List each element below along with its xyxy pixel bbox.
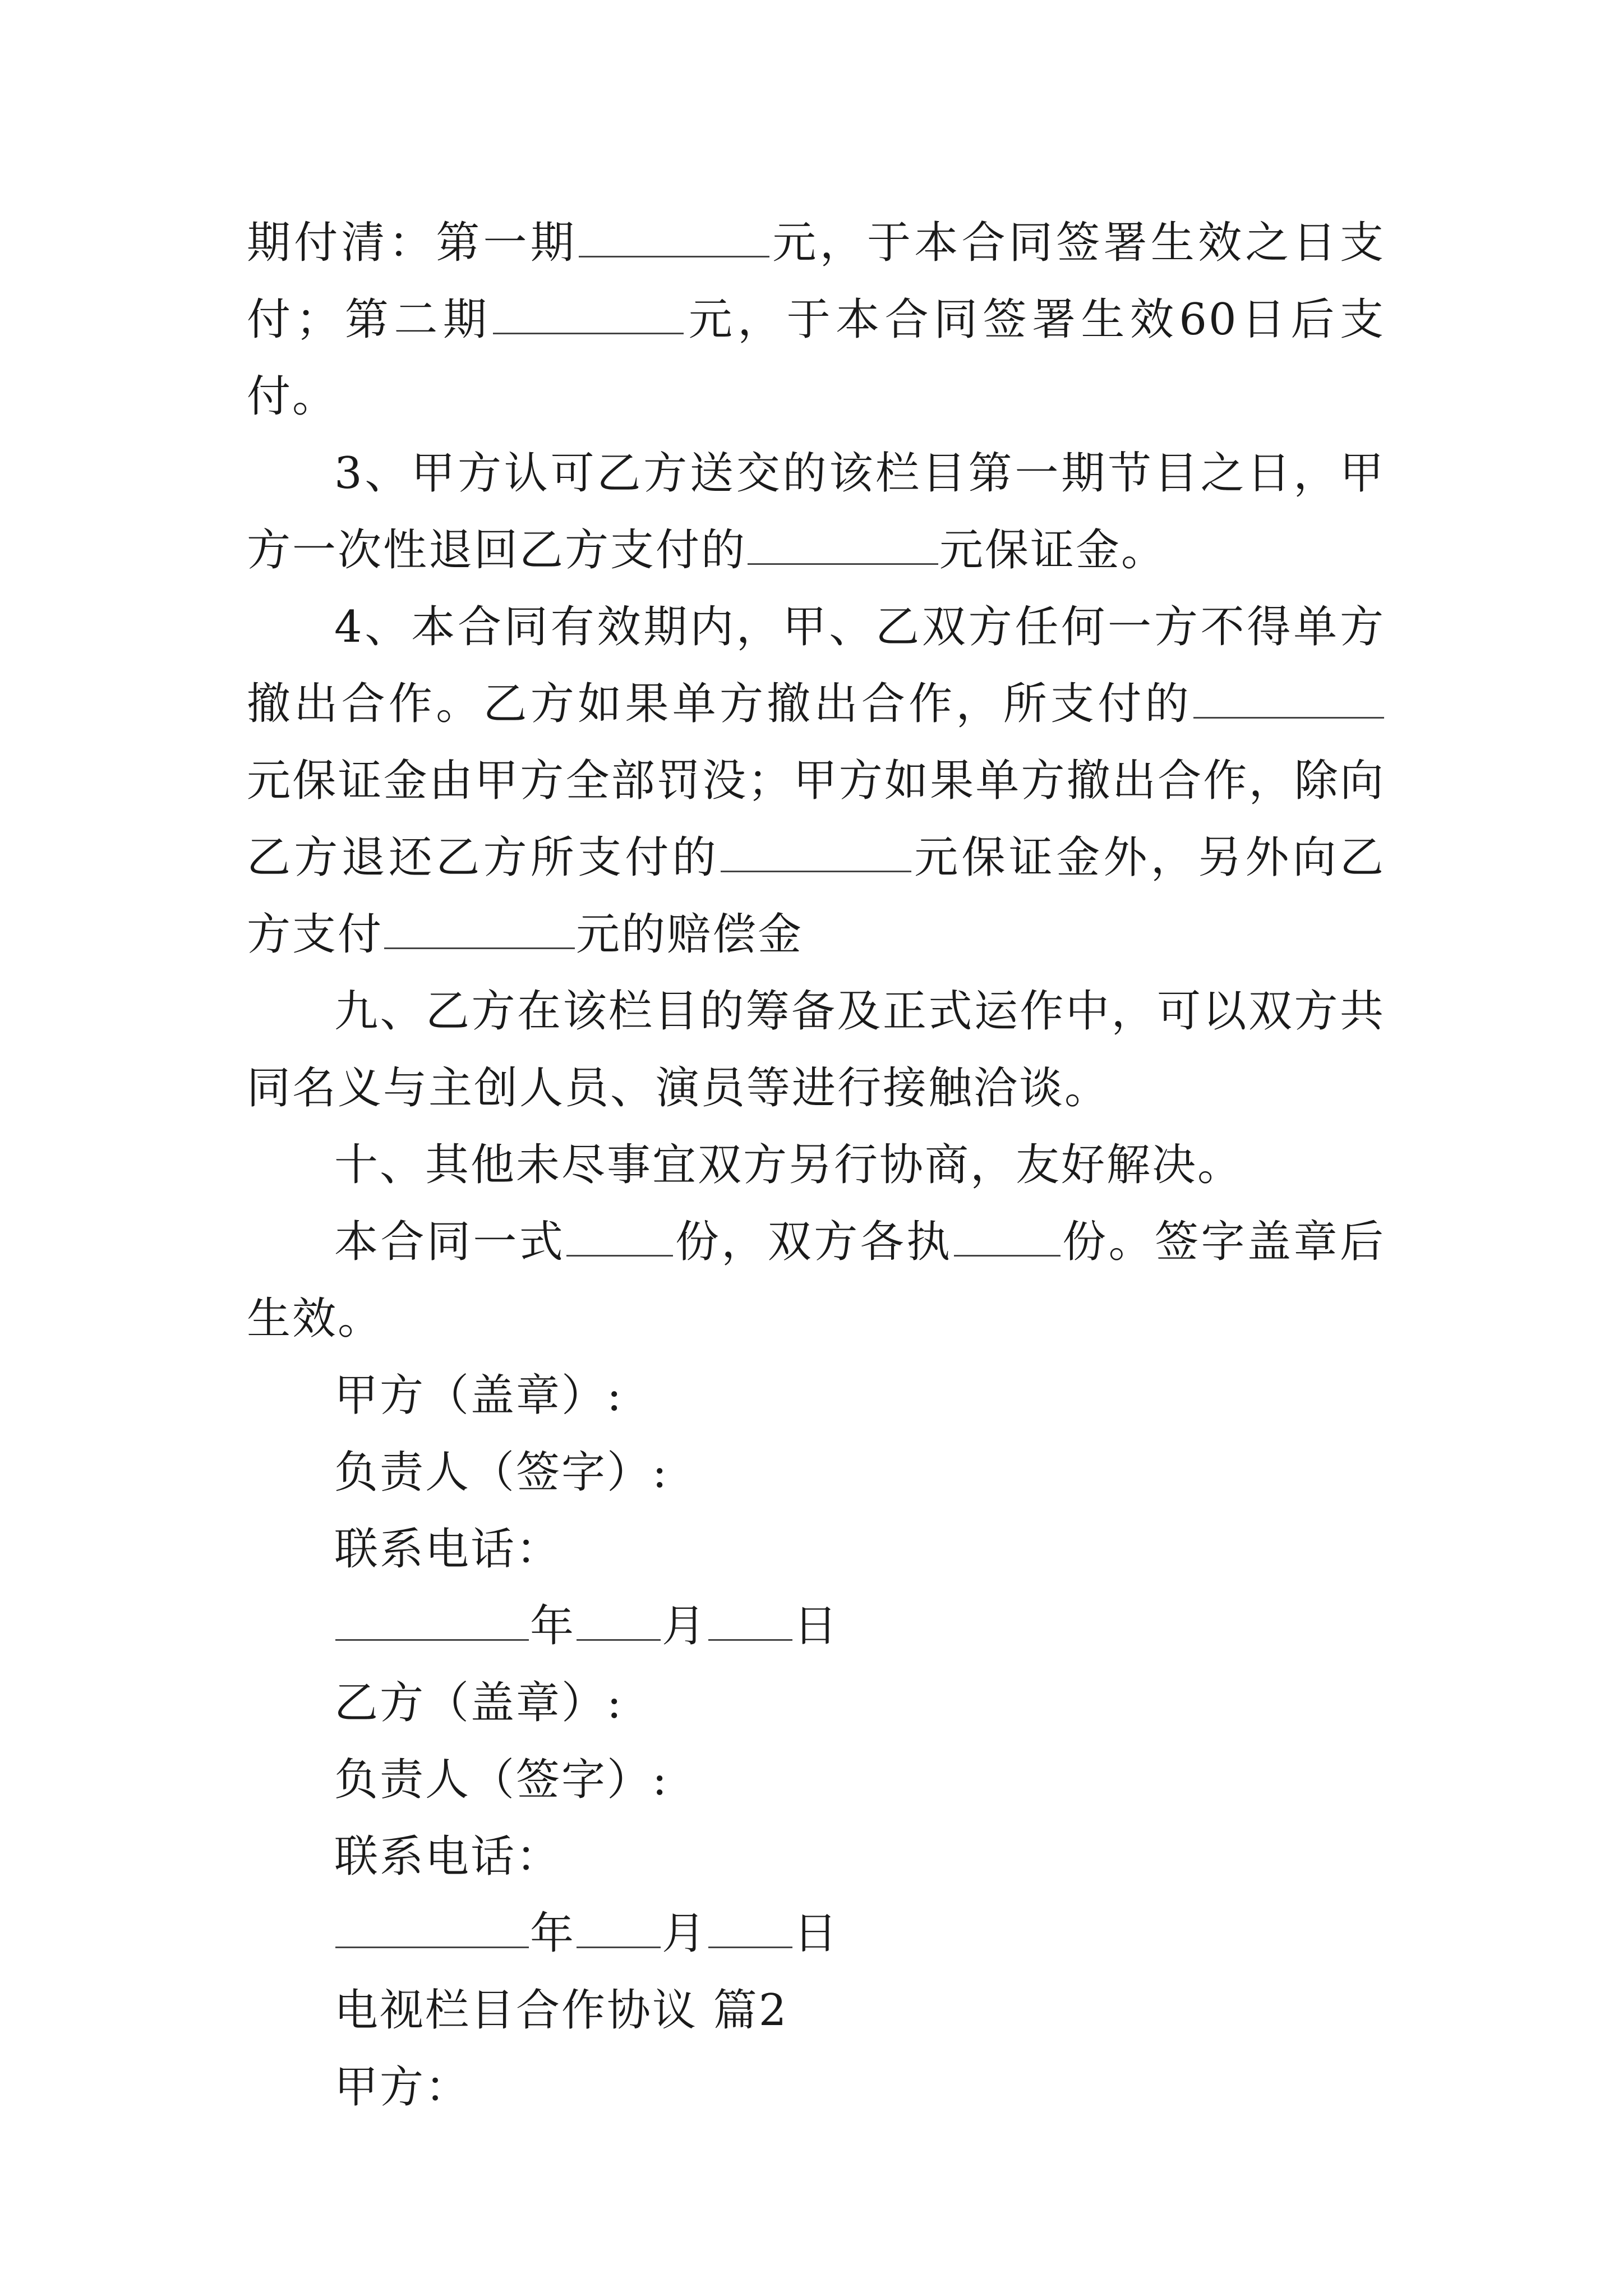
text-segment: 4、本合同有效期内，甲、乙双方任何一方不得单方撤出合作。乙方如果单方撤出合作，所支付的 [247, 602, 1385, 729]
next-agreement-title: 电视栏目合作协议 篇2 [334, 1985, 789, 2036]
blank-line [579, 219, 769, 257]
blank-line [577, 1910, 661, 1948]
next-party-a-label: 甲方： [334, 2062, 471, 2113]
party-b-date-line [247, 1895, 1385, 1972]
clause-9-paragraph: 九、乙方在该栏目的筹备及正式运作中，可以双方共同名义与主创人员、演员等进行接触洽谈。 [247, 986, 1385, 1114]
text-segment: 份。签字盖章后生效。 [247, 1217, 1385, 1344]
text-segment: 元，于本合同签署生效60日后支付。 [247, 295, 1385, 422]
party-a-phone-label: 联系电话： [334, 1524, 562, 1575]
copies-paragraph [247, 1204, 1385, 1358]
text-segment: 元保证金外，另外向乙方支付 [247, 832, 1385, 960]
text-segment: 元的赔偿金 [576, 909, 804, 960]
party-a-seal-label: 甲方（盖章）: [334, 1370, 624, 1421]
blank-line [748, 526, 938, 565]
blank-line [577, 1602, 661, 1641]
blank-line [493, 296, 684, 334]
party-a-date-line [247, 1588, 1385, 1665]
text-segment: 元保证金由甲方全部罚没；甲方如果单方撤出合作，除向乙方退还乙方所支付的 [247, 756, 1385, 883]
blank-line [1193, 680, 1384, 719]
blank-line [335, 1602, 529, 1641]
text-segment: 份，双方各执 [674, 1217, 953, 1267]
text-segment: 元，于本合同签署生效之日支付；第二期 [247, 218, 1385, 345]
blank-line [384, 910, 575, 949]
day-label: 日 [794, 1908, 840, 1959]
blank-line [954, 1218, 1061, 1257]
blank-line [566, 1218, 673, 1257]
month-label: 月 [662, 1601, 708, 1651]
blank-line [708, 1602, 792, 1641]
party-a-signer-label: 负责人（签字）: [334, 1447, 669, 1498]
clause-10-paragraph: 十、其他未尽事宜双方另行协商，友好解决。 [334, 1140, 1243, 1190]
payment-terms-paragraph [247, 205, 1385, 435]
blank-line [335, 1910, 529, 1948]
text-segment: 期付清：第一期 [247, 218, 578, 268]
party-b-signer-label: 负责人（签字）: [334, 1755, 669, 1805]
clause-3-paragraph [247, 435, 1385, 589]
party-b-phone-label: 联系电话： [334, 1832, 562, 1882]
text-segment: 元保证金。 [939, 525, 1167, 576]
blank-line [708, 1910, 792, 1948]
year-label: 年 [530, 1908, 576, 1959]
month-label: 月 [662, 1908, 708, 1959]
year-label: 年 [530, 1601, 576, 1651]
party-b-seal-label: 乙方（盖章）: [334, 1678, 624, 1728]
text-segment: 本合同一式 [334, 1217, 566, 1267]
day-label: 日 [794, 1601, 840, 1651]
clause-4-paragraph [247, 589, 1385, 973]
blank-line [721, 834, 911, 872]
text-segment: 3、甲方认可乙方送交的该栏目第一期节目之日，甲方一次性退回乙方支付的 [247, 448, 1385, 576]
contract-body [247, 205, 1385, 2126]
